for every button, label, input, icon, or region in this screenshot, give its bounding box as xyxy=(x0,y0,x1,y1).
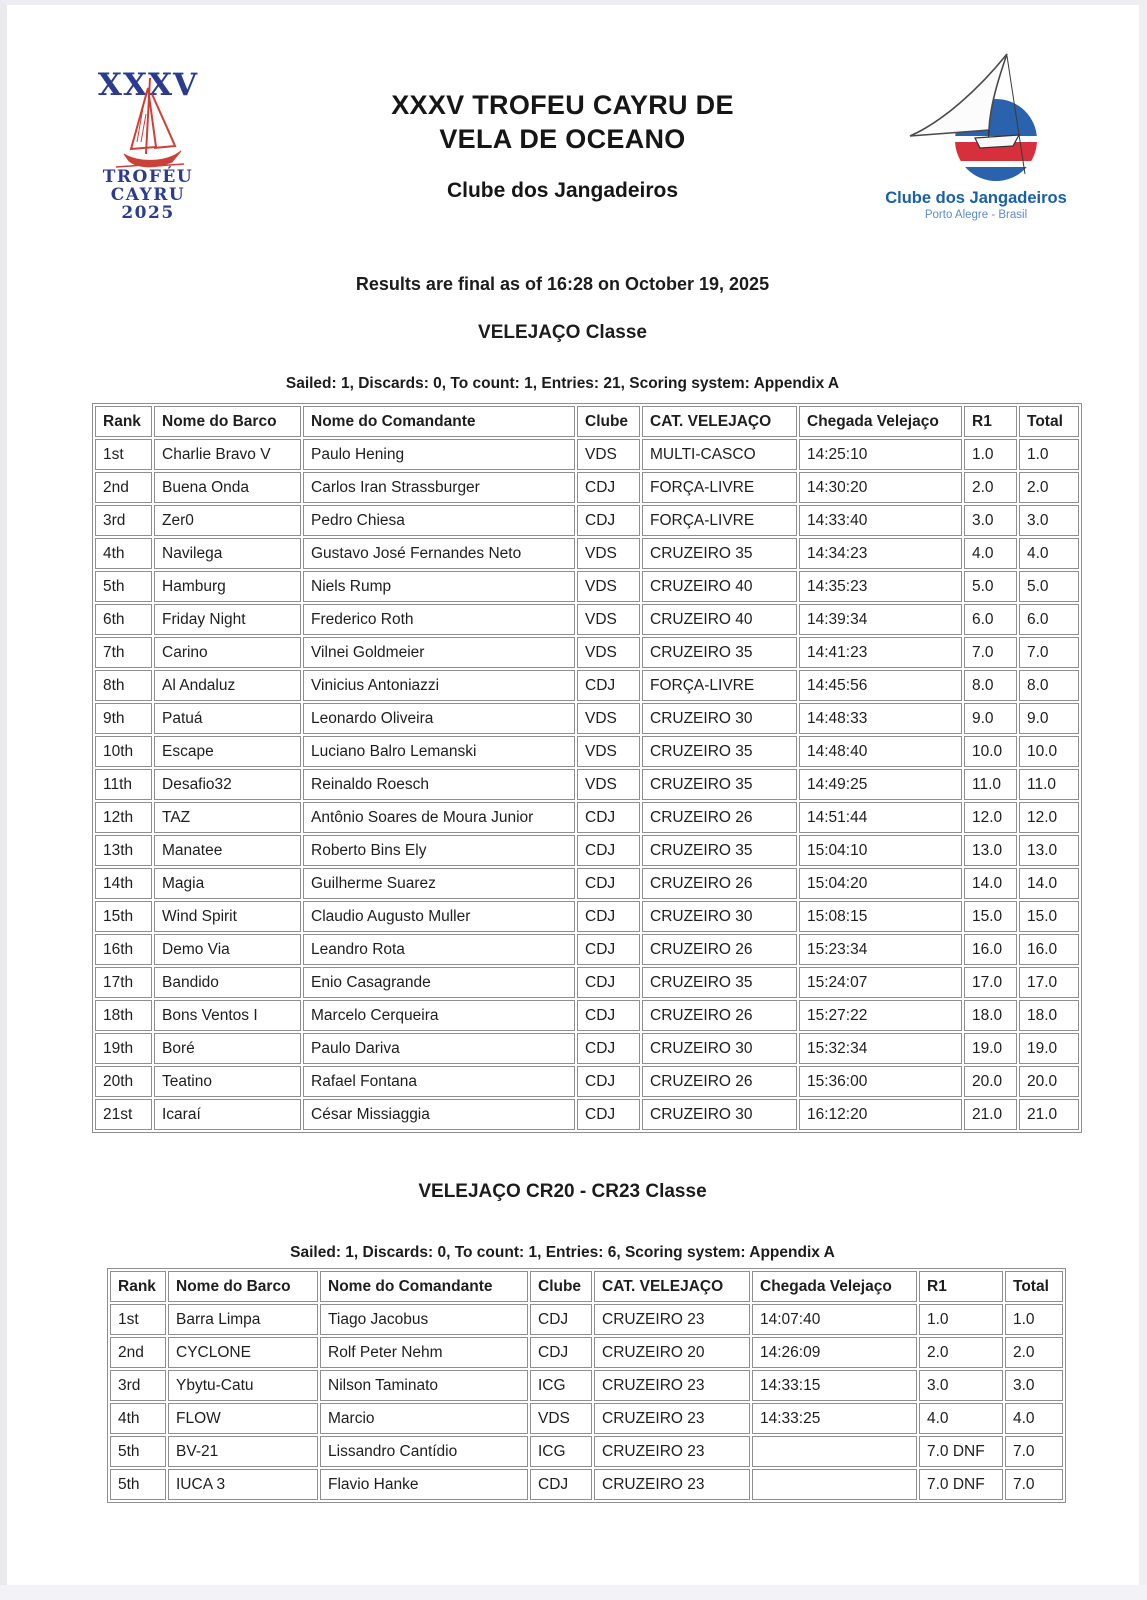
cell: 14:45:56 xyxy=(799,670,962,701)
cell: ICG xyxy=(530,1436,592,1467)
cell: Flavio Hanke xyxy=(320,1469,528,1500)
cell: CDJ xyxy=(577,967,640,998)
club-name: Clube dos Jangadeiros xyxy=(446,179,679,202)
cell: César Missiaggia xyxy=(303,1099,575,1130)
column-header: Nome do Barco xyxy=(154,406,301,437)
header-row xyxy=(95,406,1079,437)
cell: 4.0 xyxy=(1005,1403,1063,1434)
cell: 3rd xyxy=(110,1370,166,1401)
cell: CRUZEIRO 35 xyxy=(642,835,797,866)
cell: Vilnei Goldmeier xyxy=(303,637,575,668)
cell: Zer0 xyxy=(154,505,301,536)
cell: Leandro Rota xyxy=(303,934,575,965)
cell: CDJ xyxy=(577,802,640,833)
cell: CDJ xyxy=(530,1469,592,1500)
cell: Enio Casagrande xyxy=(303,967,575,998)
cell: Niels Rump xyxy=(303,571,575,602)
results-final-note: Results are final as of 16:28 on October 19, 2025 xyxy=(355,274,770,294)
clube-jangadeiros-logo xyxy=(874,48,1078,224)
cell: 15:27:22 xyxy=(799,1000,962,1031)
table-row xyxy=(95,538,1079,569)
logo-cayru-text: CAYRU xyxy=(110,185,186,205)
cell: 14:33:15 xyxy=(752,1370,917,1401)
cell: 1st xyxy=(95,439,152,470)
cell: 14:48:33 xyxy=(799,703,962,734)
cell: VDS xyxy=(577,439,640,470)
cell: Demo Via xyxy=(154,934,301,965)
cell: CDJ xyxy=(577,505,640,536)
table-row xyxy=(95,604,1079,635)
cell: 5th xyxy=(110,1469,166,1500)
cell: Claudio Augusto Muller xyxy=(303,901,575,932)
cell: Gustavo José Fernandes Neto xyxy=(303,538,575,569)
cell: 20th xyxy=(95,1066,152,1097)
cell: 11th xyxy=(95,769,152,800)
cell: Paulo Hening xyxy=(303,439,575,470)
table-row xyxy=(110,1469,1063,1500)
column-header: R1 xyxy=(919,1271,1003,1302)
club-logo-name: Clube dos Jangadeiros xyxy=(885,189,1067,207)
cell: 15.0 xyxy=(1019,901,1079,932)
cell: 9.0 xyxy=(1019,703,1079,734)
cell: CDJ xyxy=(577,670,640,701)
cell: Frederico Roth xyxy=(303,604,575,635)
table-row xyxy=(95,736,1079,767)
cell: CRUZEIRO 26 xyxy=(642,1066,797,1097)
table-row xyxy=(95,637,1079,668)
cell: 12.0 xyxy=(964,802,1017,833)
cell: Luciano Balro Lemanski xyxy=(303,736,575,767)
cell: Rafael Fontana xyxy=(303,1066,575,1097)
header-row xyxy=(110,1271,1063,1302)
cell: 9.0 xyxy=(964,703,1017,734)
cell: Guilherme Suarez xyxy=(303,868,575,899)
cell: CRUZEIRO 35 xyxy=(642,967,797,998)
cell: 7.0 xyxy=(1005,1469,1063,1500)
results-table-cr20-cr23 xyxy=(107,1268,1066,1503)
column-header: Rank xyxy=(110,1271,166,1302)
cell: 6.0 xyxy=(964,604,1017,635)
cell: 20.0 xyxy=(964,1066,1017,1097)
cell: 17.0 xyxy=(1019,967,1079,998)
cell: 6th xyxy=(95,604,152,635)
jangadeiros-sail-icon xyxy=(874,48,1078,224)
cell: 16.0 xyxy=(1019,934,1079,965)
table-row xyxy=(95,868,1079,899)
cell: CRUZEIRO 35 xyxy=(642,538,797,569)
cell: 14:33:40 xyxy=(799,505,962,536)
cell: 18.0 xyxy=(1019,1000,1079,1031)
cell: Icaraí xyxy=(154,1099,301,1130)
cell: 14:25:10 xyxy=(799,439,962,470)
cell: Lissandro Cantídio xyxy=(320,1436,528,1467)
cell: 7.0 DNF xyxy=(919,1436,1003,1467)
logo-2025-text: 2025 xyxy=(121,203,175,222)
cell: Ybytu-Catu xyxy=(168,1370,318,1401)
column-header: Clube xyxy=(530,1271,592,1302)
cell: 5th xyxy=(95,571,152,602)
cell: 15th xyxy=(95,901,152,932)
cell: 3.0 xyxy=(1019,505,1079,536)
cell: CRUZEIRO 35 xyxy=(642,637,797,668)
cell: Boré xyxy=(154,1033,301,1064)
column-header: Total xyxy=(1019,406,1079,437)
cell: Bandido xyxy=(154,967,301,998)
table-row xyxy=(110,1304,1063,1335)
cell: 7.0 xyxy=(1019,637,1079,668)
logo-xxxv-text: XXXV xyxy=(97,67,199,103)
cell: CRUZEIRO 23 xyxy=(594,1403,750,1434)
cell: Roberto Bins Ely xyxy=(303,835,575,866)
cell: 14:26:09 xyxy=(752,1337,917,1368)
cell: Rolf Peter Nehm xyxy=(320,1337,528,1368)
cell: 13th xyxy=(95,835,152,866)
cell: VDS xyxy=(577,703,640,734)
table-row xyxy=(110,1403,1063,1434)
cell: 15:24:07 xyxy=(799,967,962,998)
cell: 15:04:20 xyxy=(799,868,962,899)
cell: CRUZEIRO 30 xyxy=(642,1033,797,1064)
event-title-line2: VELA DE OCEANO xyxy=(439,124,686,154)
cell: VDS xyxy=(577,604,640,635)
cell: CRUZEIRO 40 xyxy=(642,571,797,602)
cell: Vinicius Antoniazzi xyxy=(303,670,575,701)
cell: 14:48:40 xyxy=(799,736,962,767)
cell: 18.0 xyxy=(964,1000,1017,1031)
table-row xyxy=(110,1337,1063,1368)
cell: CRUZEIRO 26 xyxy=(642,868,797,899)
column-header: Total xyxy=(1005,1271,1063,1302)
cell: Bons Ventos I xyxy=(154,1000,301,1031)
cell: BV-21 xyxy=(168,1436,318,1467)
cell: CRUZEIRO 23 xyxy=(594,1469,750,1500)
cell: VDS xyxy=(577,538,640,569)
table-row xyxy=(95,1066,1079,1097)
cell: VDS xyxy=(577,736,640,767)
cell: CYCLONE xyxy=(168,1337,318,1368)
cell: FORÇA-LIVRE xyxy=(642,670,797,701)
cell: CDJ xyxy=(577,472,640,503)
cell: 20.0 xyxy=(1019,1066,1079,1097)
cell: Carlos Iran Strassburger xyxy=(303,472,575,503)
column-header: CAT. VELEJAÇO xyxy=(594,1271,750,1302)
cell: VDS xyxy=(577,571,640,602)
table-row xyxy=(95,1099,1079,1130)
cell: 15.0 xyxy=(964,901,1017,932)
cell: 14:41:23 xyxy=(799,637,962,668)
scoring-meta-cr20-cr23: Sailed: 1, Discards: 0, To count: 1, Entries: 6, Scoring system: Appendix A xyxy=(290,1244,835,1261)
table-row xyxy=(95,802,1079,833)
cell: CDJ xyxy=(577,1033,640,1064)
cell: CRUZEIRO 30 xyxy=(642,901,797,932)
class-heading-velejaco: VELEJAÇO Classe xyxy=(478,322,647,343)
column-header: Clube xyxy=(577,406,640,437)
cell: 2.0 xyxy=(919,1337,1003,1368)
table-row xyxy=(95,934,1079,965)
cell: CRUZEIRO 23 xyxy=(594,1370,750,1401)
cell: CRUZEIRO 20 xyxy=(594,1337,750,1368)
cell: CRUZEIRO 30 xyxy=(642,703,797,734)
cell: Desafio32 xyxy=(154,769,301,800)
table-row xyxy=(95,1033,1079,1064)
cell: 2.0 xyxy=(964,472,1017,503)
column-header: Nome do Barco xyxy=(168,1271,318,1302)
cell: 4th xyxy=(95,538,152,569)
cell: 5.0 xyxy=(1019,571,1079,602)
column-header: Chegada Velejaço xyxy=(799,406,962,437)
table-row xyxy=(95,472,1079,503)
cell: Pedro Chiesa xyxy=(303,505,575,536)
jangada-hull xyxy=(975,135,1019,148)
cell: 11.0 xyxy=(1019,769,1079,800)
scoring-meta-velejaco: Sailed: 1, Discards: 0, To count: 1, Entries: 21, Scoring system: Appendix A xyxy=(285,375,840,392)
cell: 21st xyxy=(95,1099,152,1130)
cell: 7.0 xyxy=(964,637,1017,668)
cell: Antônio Soares de Moura Junior xyxy=(303,802,575,833)
cell: Hamburg xyxy=(154,571,301,602)
cell: CDJ xyxy=(530,1337,592,1368)
cell: 21.0 xyxy=(1019,1099,1079,1130)
cell: 14:51:44 xyxy=(799,802,962,833)
cell: Marcelo Cerqueira xyxy=(303,1000,575,1031)
cell: Nilson Taminato xyxy=(320,1370,528,1401)
cell: 1.0 xyxy=(1019,439,1079,470)
cell: 13.0 xyxy=(1019,835,1079,866)
cell: Carino xyxy=(154,637,301,668)
cell: 14:30:20 xyxy=(799,472,962,503)
table-row xyxy=(95,769,1079,800)
cell: 14:35:23 xyxy=(799,571,962,602)
cell: 10.0 xyxy=(1019,736,1079,767)
cell: 2.0 xyxy=(1019,472,1079,503)
cell: VDS xyxy=(577,769,640,800)
cell xyxy=(752,1469,917,1500)
cell: CRUZEIRO 35 xyxy=(642,736,797,767)
cell: 14:39:34 xyxy=(799,604,962,635)
cell: Magia xyxy=(154,868,301,899)
cell: IUCA 3 xyxy=(168,1469,318,1500)
cell: 3.0 xyxy=(1005,1370,1063,1401)
cell: Teatino xyxy=(154,1066,301,1097)
column-header: R1 xyxy=(964,406,1017,437)
cell: CRUZEIRO 40 xyxy=(642,604,797,635)
cell: 8.0 xyxy=(1019,670,1079,701)
cell: 6.0 xyxy=(1019,604,1079,635)
cell: CDJ xyxy=(530,1304,592,1335)
cell: 8.0 xyxy=(964,670,1017,701)
cell: 18th xyxy=(95,1000,152,1031)
cell: 1.0 xyxy=(964,439,1017,470)
cell: CRUZEIRO 23 xyxy=(594,1304,750,1335)
cell: CDJ xyxy=(577,1000,640,1031)
table-row xyxy=(95,703,1079,734)
cell: Reinaldo Roesch xyxy=(303,769,575,800)
cell: Tiago Jacobus xyxy=(320,1304,528,1335)
table-row xyxy=(95,1000,1079,1031)
cell: 8th xyxy=(95,670,152,701)
cell: CDJ xyxy=(577,868,640,899)
cell: 5th xyxy=(110,1436,166,1467)
cell: CRUZEIRO 26 xyxy=(642,802,797,833)
cell: 4.0 xyxy=(964,538,1017,569)
cell: Barra Limpa xyxy=(168,1304,318,1335)
cell: 4th xyxy=(110,1403,166,1434)
cell: 19th xyxy=(95,1033,152,1064)
cell: 16:12:20 xyxy=(799,1099,962,1130)
cell: 15:36:00 xyxy=(799,1066,962,1097)
cell: 21.0 xyxy=(964,1099,1017,1130)
cell: 4.0 xyxy=(1019,538,1079,569)
cell: 7th xyxy=(95,637,152,668)
cell: 13.0 xyxy=(964,835,1017,866)
cell: 15:08:15 xyxy=(799,901,962,932)
cell xyxy=(752,1436,917,1467)
cell: Patuá xyxy=(154,703,301,734)
column-header: Rank xyxy=(95,406,152,437)
cell: Buena Onda xyxy=(154,472,301,503)
cell: 10.0 xyxy=(964,736,1017,767)
cell: 2nd xyxy=(95,472,152,503)
cell: 19.0 xyxy=(1019,1033,1079,1064)
table-row xyxy=(95,439,1079,470)
cell: 19.0 xyxy=(964,1033,1017,1064)
cell: 1.0 xyxy=(919,1304,1003,1335)
cell: 14th xyxy=(95,868,152,899)
table-row xyxy=(110,1370,1063,1401)
cell: 14:33:25 xyxy=(752,1403,917,1434)
cell: FLOW xyxy=(168,1403,318,1434)
cell: 7.0 xyxy=(1005,1436,1063,1467)
cell: CRUZEIRO 30 xyxy=(642,1099,797,1130)
cell: 14:49:25 xyxy=(799,769,962,800)
cell: CDJ xyxy=(577,901,640,932)
table-row xyxy=(95,967,1079,998)
cell: 17th xyxy=(95,967,152,998)
cell: 3.0 xyxy=(964,505,1017,536)
cell: VDS xyxy=(530,1403,592,1434)
cell: Marcio xyxy=(320,1403,528,1434)
cell: Leonardo Oliveira xyxy=(303,703,575,734)
cell: CRUZEIRO 35 xyxy=(642,769,797,800)
results-table-velejaco xyxy=(92,403,1082,1133)
page-bottom-edge xyxy=(0,1585,1147,1600)
cell: 9th xyxy=(95,703,152,734)
cell: CRUZEIRO 26 xyxy=(642,934,797,965)
cell: CRUZEIRO 26 xyxy=(642,1000,797,1031)
cell: CRUZEIRO 23 xyxy=(594,1436,750,1467)
table-row xyxy=(95,571,1079,602)
cell: 17.0 xyxy=(964,967,1017,998)
cell: 12.0 xyxy=(1019,802,1079,833)
cell: 14:07:40 xyxy=(752,1304,917,1335)
cell: FORÇA-LIVRE xyxy=(642,472,797,503)
cell: Wind Spirit xyxy=(154,901,301,932)
table-row xyxy=(95,835,1079,866)
table-row xyxy=(95,901,1079,932)
cell: Friday Night xyxy=(154,604,301,635)
cell: 14.0 xyxy=(964,868,1017,899)
logo-trofeu-text: TROFÉU xyxy=(102,167,194,187)
cell: 15:23:34 xyxy=(799,934,962,965)
cell: CDJ xyxy=(577,835,640,866)
table-row xyxy=(95,505,1079,536)
class-heading-cr20-cr23: VELEJAÇO CR20 - CR23 Classe xyxy=(418,1181,707,1202)
column-header: Nome do Comandante xyxy=(320,1271,528,1302)
cell: 15:04:10 xyxy=(799,835,962,866)
cell: MULTI-CASCO xyxy=(642,439,797,470)
cell: 14.0 xyxy=(1019,868,1079,899)
cell: Escape xyxy=(154,736,301,767)
cell: FORÇA-LIVRE xyxy=(642,505,797,536)
column-header: CAT. VELEJAÇO xyxy=(642,406,797,437)
cell: CDJ xyxy=(577,934,640,965)
cell: 12th xyxy=(95,802,152,833)
cell: ICG xyxy=(530,1370,592,1401)
cell: 2.0 xyxy=(1005,1337,1063,1368)
cell: 11.0 xyxy=(964,769,1017,800)
cell: 7.0 DNF xyxy=(919,1469,1003,1500)
cell: 1st xyxy=(110,1304,166,1335)
table-row xyxy=(95,670,1079,701)
cell: 16.0 xyxy=(964,934,1017,965)
event-title-line1: XXXV TROFEU CAYRU DE xyxy=(391,90,734,120)
cell: VDS xyxy=(577,637,640,668)
cell: 5.0 xyxy=(964,571,1017,602)
cell: 16th xyxy=(95,934,152,965)
cell: Navilega xyxy=(154,538,301,569)
cell: 3rd xyxy=(95,505,152,536)
cell: TAZ xyxy=(154,802,301,833)
cell: Manatee xyxy=(154,835,301,866)
cell: Al Andaluz xyxy=(154,670,301,701)
cell: 4.0 xyxy=(919,1403,1003,1434)
cell: 1.0 xyxy=(1005,1304,1063,1335)
cell: 15:32:34 xyxy=(799,1033,962,1064)
club-logo-location: Porto Alegre - Brasil xyxy=(924,209,1028,221)
table-row xyxy=(110,1436,1063,1467)
column-header: Nome do Comandante xyxy=(303,406,575,437)
cell: 14:34:23 xyxy=(799,538,962,569)
cell: Charlie Bravo V xyxy=(154,439,301,470)
cell: 3.0 xyxy=(919,1370,1003,1401)
cell: 10th xyxy=(95,736,152,767)
cell: Paulo Dariva xyxy=(303,1033,575,1064)
cell: 2nd xyxy=(110,1337,166,1368)
column-header: Chegada Velejaço xyxy=(752,1271,917,1302)
cell: CDJ xyxy=(577,1066,640,1097)
cell: CDJ xyxy=(577,1099,640,1130)
